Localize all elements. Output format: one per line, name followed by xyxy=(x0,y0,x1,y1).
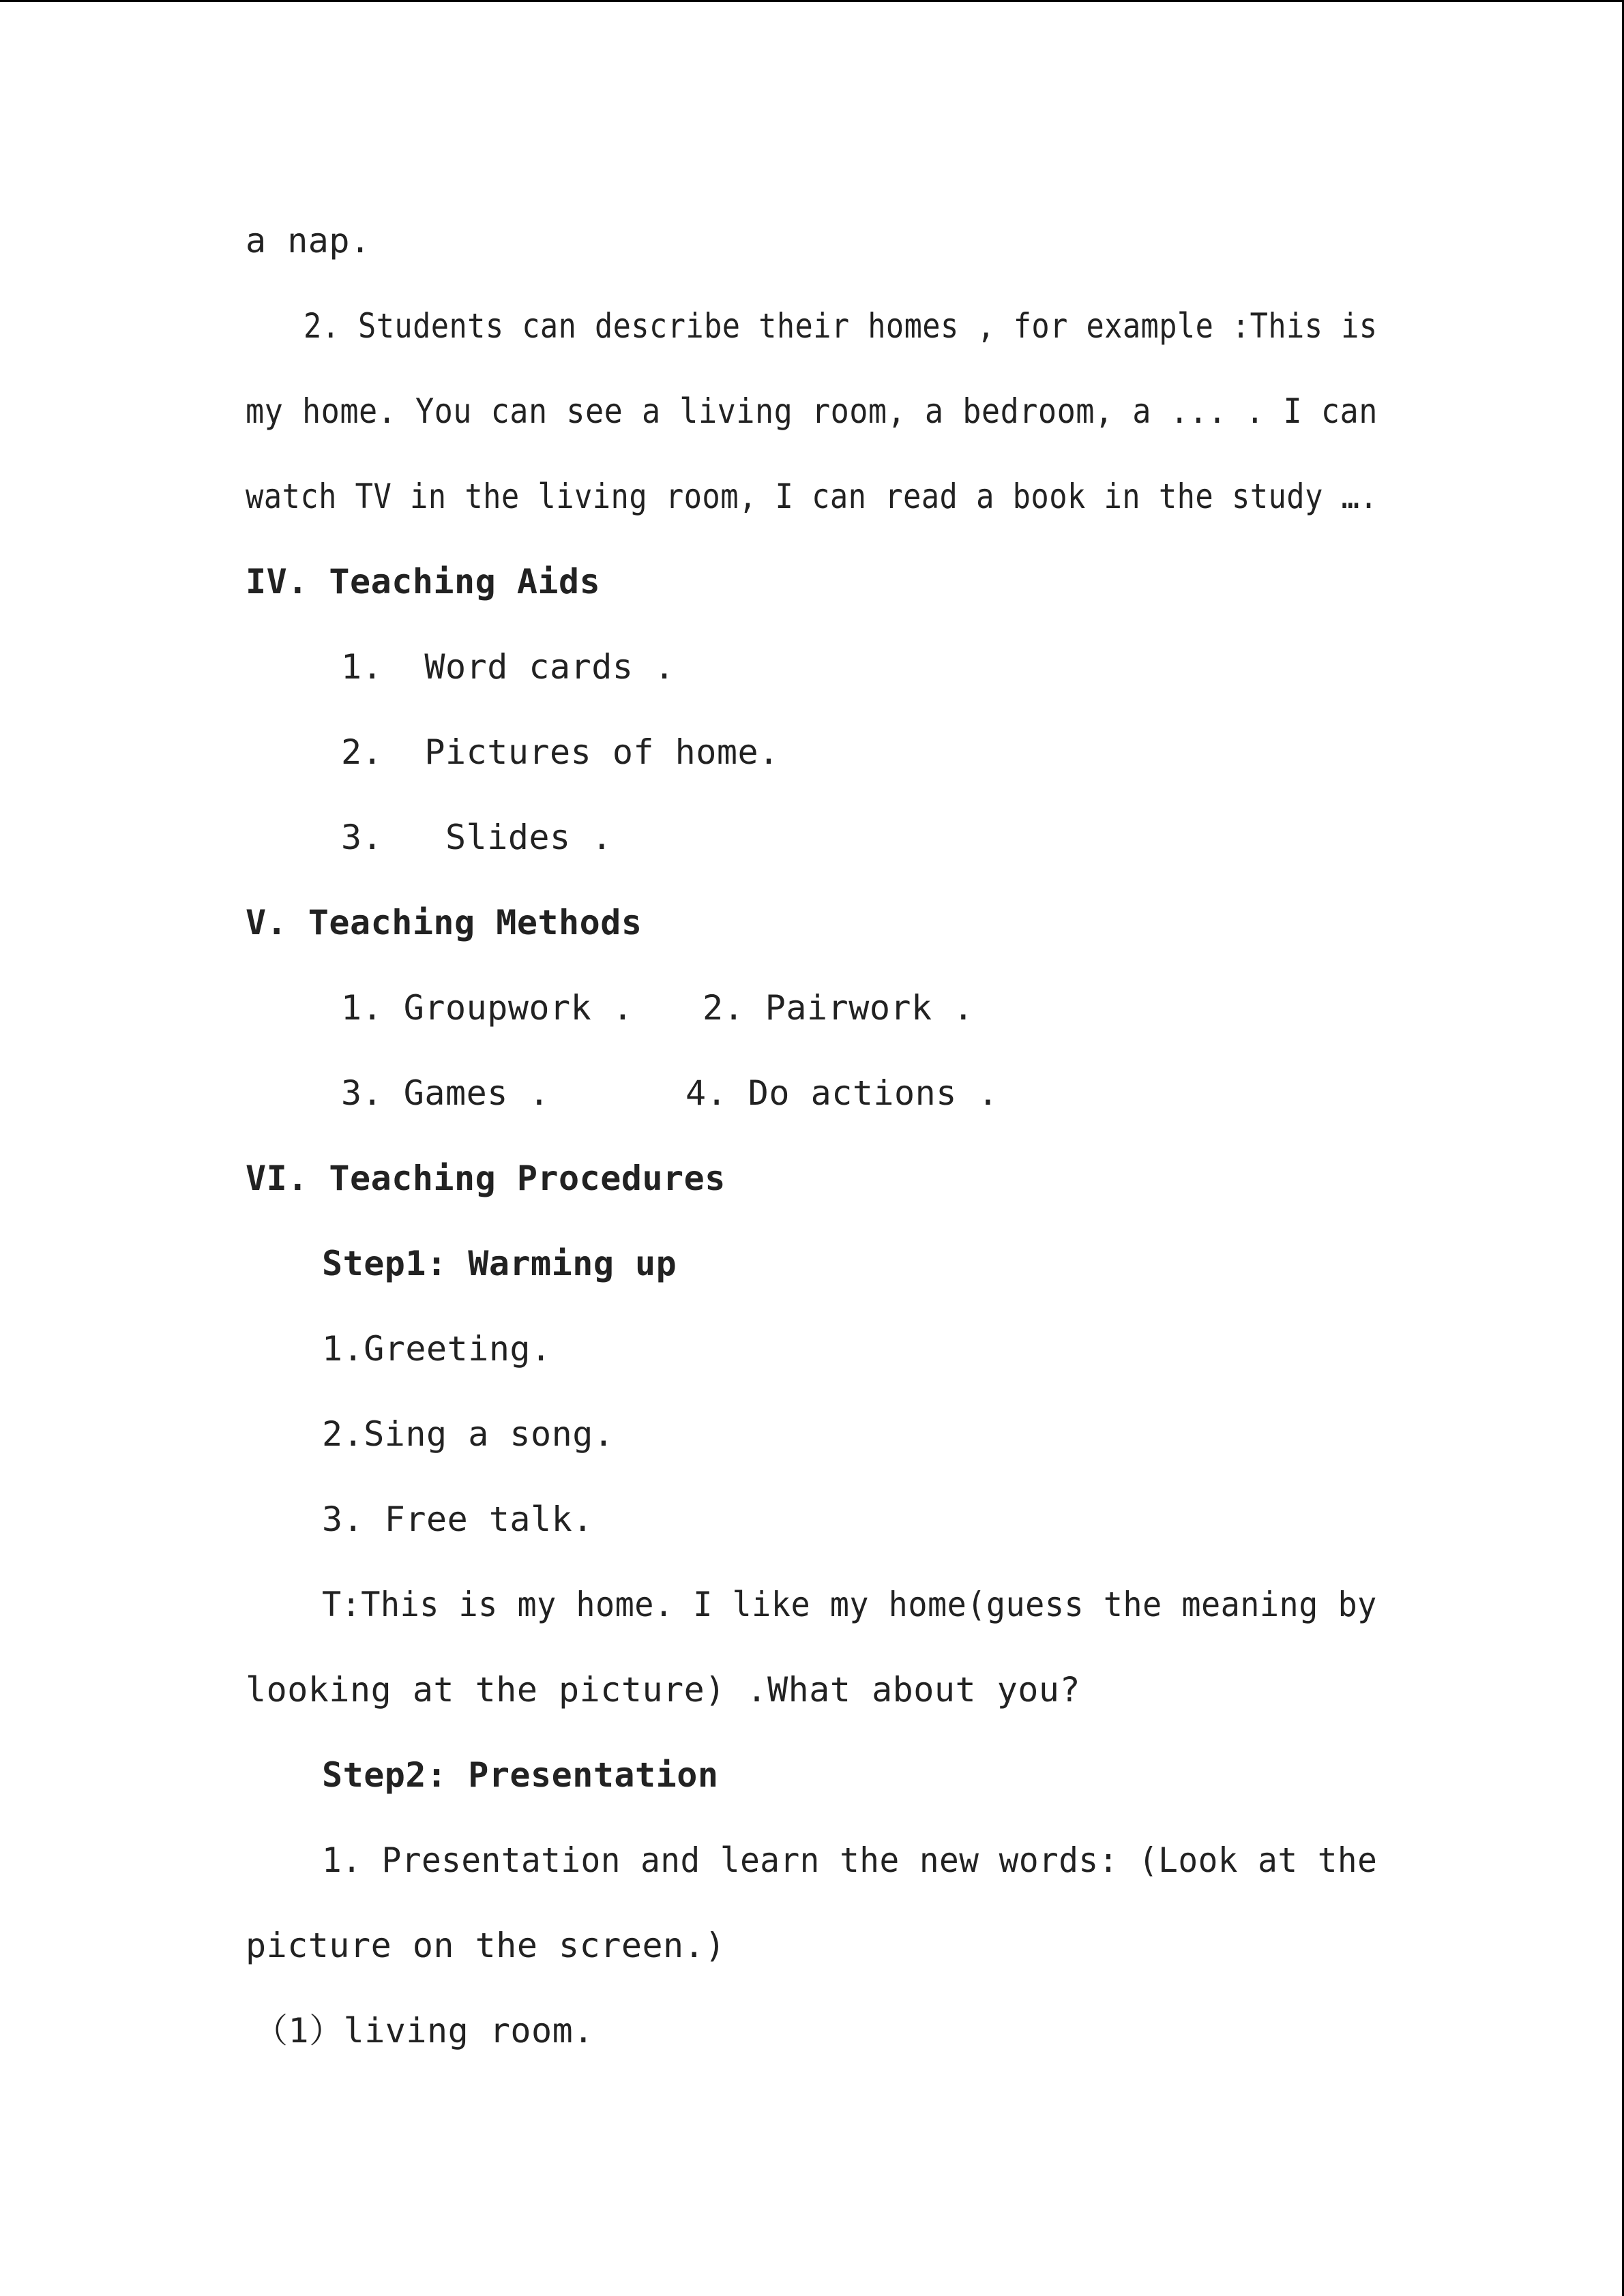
list-item: 3. Free talk. xyxy=(322,1500,593,1539)
list-item: 2. Pictures of home. xyxy=(341,732,780,772)
list-item: 1. Groupwork . xyxy=(341,988,634,1028)
list-item: 1.Greeting. xyxy=(322,1329,552,1369)
step-heading-warming-up: Step1: Warming up xyxy=(322,1244,677,1283)
paragraph-line: looking at the picture) .What about you? xyxy=(246,1670,1081,1710)
paragraph-line: a nap. xyxy=(246,221,371,260)
step-heading-presentation: Step2: Presentation xyxy=(322,1755,719,1795)
section-heading-teaching-aids: IV. Teaching Aids xyxy=(246,562,601,601)
list-item: （1）living room. xyxy=(254,2011,594,2051)
list-item: 2. Pairwork . xyxy=(703,988,974,1028)
section-heading-teaching-procedures: VI. Teaching Procedures xyxy=(246,1159,726,1198)
paragraph-line: my home. You can see a living room, a bedroom, a ... . I can xyxy=(246,391,1378,431)
list-item: 2.Sing a song. xyxy=(322,1414,615,1454)
list-item: 4. Do actions . xyxy=(685,1073,999,1113)
paragraph-line: 2. Students can describe their homes , for example :This is xyxy=(304,306,1378,346)
list-item: 1. Word cards . xyxy=(341,647,675,687)
paragraph-line: T:This is my home. I like my home(guess the meaning by xyxy=(322,1585,1377,1624)
paragraph-line: watch TV in the living room, I can read a book in the study …. xyxy=(246,477,1378,516)
paragraph-line: picture on the screen.) xyxy=(246,1926,726,1965)
list-item: 3. Slides . xyxy=(341,818,612,857)
section-heading-teaching-methods: V. Teaching Methods xyxy=(246,903,643,942)
paragraph-line: 1. Presentation and learn the new words: (Look at the xyxy=(322,1840,1378,1880)
list-item: 3. Games . xyxy=(341,1073,550,1113)
